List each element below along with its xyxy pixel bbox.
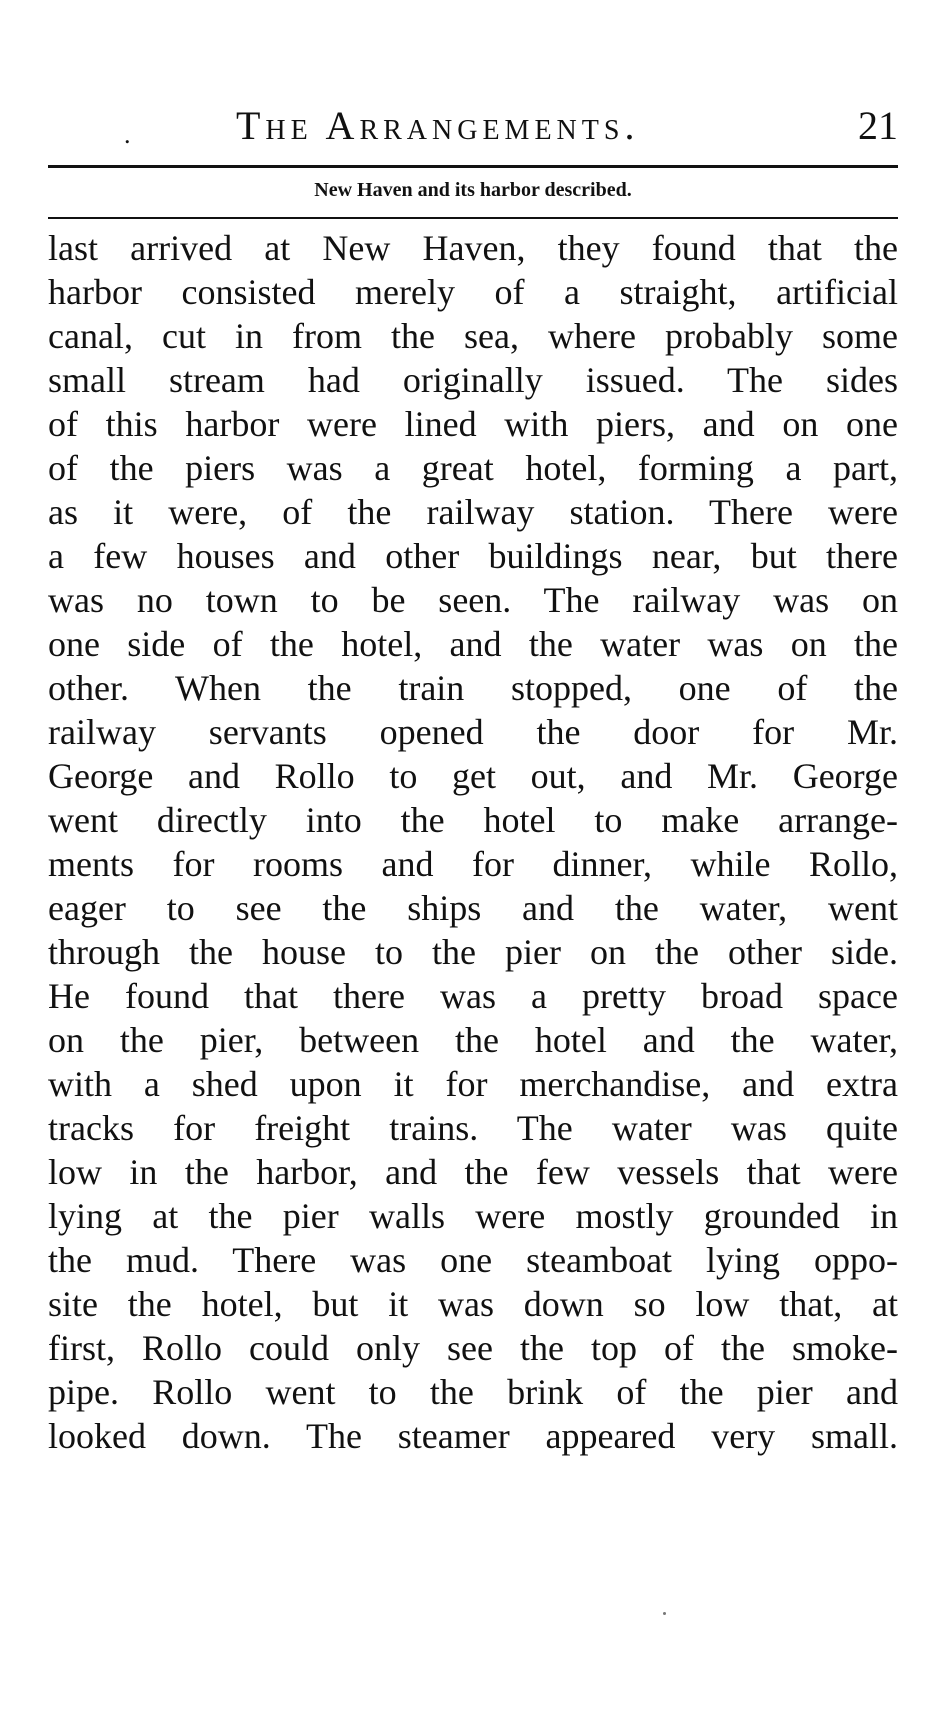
text-line: was no town to be seen. The railway was on [48,580,898,620]
text-line: of this harbor were lined with piers, and on one [48,404,898,444]
page-header [48,92,898,152]
text-line: the mud. There was one steamboat lying oppo- [48,1240,898,1280]
text-line: last arrived at New Haven, they found that the [48,228,898,268]
text-line: railway servants opened the door for Mr. [48,712,898,752]
text-line: with a shed upon it for merchandise, and extra [48,1064,898,1104]
text-line: eager to see the ships and the water, went [48,888,898,928]
text-line: looked down. The steamer appeared very small. [48,1416,898,1456]
text-line: pipe. Rollo went to the brink of the pier and [48,1372,898,1412]
text-line: canal, cut in from the sea, where probably some [48,316,898,356]
text-line: George and Rollo to get out, and Mr. George [48,756,898,796]
text-line: ments for rooms and for dinner, while Rollo, [48,844,898,884]
text-line: tracks for freight trains. The water was quite [48,1108,898,1148]
text-line: one side of the hotel, and the water was on the [48,624,898,664]
text-line: He found that there was a pretty broad space [48,976,898,1016]
header-rule-bottom [48,217,898,219]
text-line: first, Rollo could only see the top of the smoke- [48,1328,898,1368]
header-dot: . [124,120,131,149]
text-line: on the pier, between the hotel and the water, [48,1020,898,1060]
text-line: went directly into the hotel to make arrange- [48,800,898,840]
print-speck [663,1612,666,1615]
running-title: The Arrangements. [236,103,640,148]
text-line: a few houses and other buildings near, but there [48,536,898,576]
body-paragraph [48,226,898,1458]
text-line: low in the harbor, and the few vessels that were [48,1152,898,1192]
text-line: small stream had originally issued. The sides [48,360,898,400]
section-subhead: New Haven and its harbor described. [314,179,632,201]
text-line: through the house to the pier on the other side. [48,932,898,972]
page-number: 21 [858,103,898,148]
text-line: as it were, of the railway station. There were [48,492,898,532]
header-rule-top [48,165,898,168]
text-line: lying at the pier walls were mostly grounded in [48,1196,898,1236]
text-line: harbor consisted merely of a straight, artificial [48,272,898,312]
text-line: of the piers was a great hotel, forming a part, [48,448,898,488]
text-line: site the hotel, but it was down so low that, at [48,1284,898,1324]
text-line: other. When the train stopped, one of the [48,668,898,708]
